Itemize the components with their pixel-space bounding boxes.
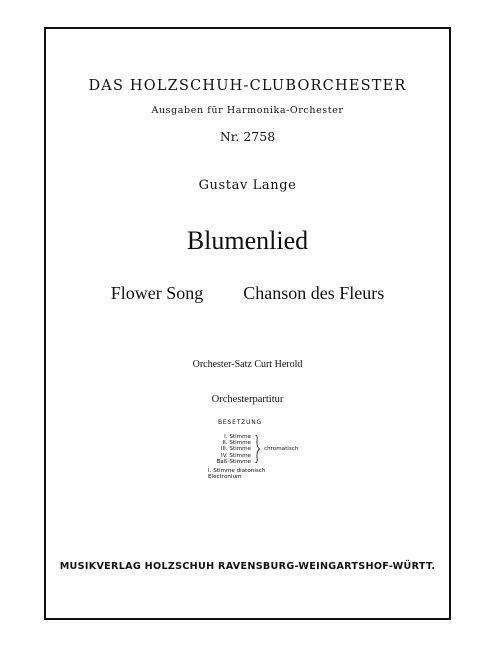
translated-titles — [46, 283, 449, 304]
score-type: Orchesterpartitur — [211, 394, 284, 405]
scoring-heading: BESETZUNG — [218, 419, 263, 426]
title-english: Flower Song — [110, 283, 204, 303]
voice-item: III. Stimme — [220, 446, 251, 453]
voice-item: I. Stimme — [224, 434, 251, 440]
voice-item: II. Stimme — [222, 440, 251, 447]
title-french: Chanson des Fleurs — [243, 283, 385, 303]
extra-voices — [208, 468, 265, 481]
brace-icon — [254, 435, 260, 463]
chromatic-label: chromatisch — [264, 446, 299, 452]
arranger-credit: Orchester-Satz Curt Herold — [192, 359, 303, 370]
publisher-line: MUSIKVERLAG HOLZSCHUH RAVENSBURG-WEINGARTSHOF-WÜRTT. — [59, 561, 436, 572]
voice-item: IV. Stimme — [221, 452, 251, 459]
series-title: DAS HOLZSCHUH-CLUBORCHESTER — [88, 78, 407, 94]
composer-name: Gustav Lange — [198, 178, 297, 193]
voice-list — [207, 434, 251, 465]
diatonic-voice: I. Stimme diatonisch — [208, 468, 266, 474]
voice-item: Baß-Stimme — [216, 458, 251, 465]
electronium-voice: Electronium — [208, 474, 242, 481]
edition-number: Nr. 2758 — [219, 129, 276, 144]
work-title: Blumenlied — [186, 226, 309, 255]
series-subtitle: Ausgaben für Harmonika-Orchester — [151, 105, 344, 116]
cover-frame — [44, 27, 451, 620]
scoring-block — [202, 419, 362, 499]
